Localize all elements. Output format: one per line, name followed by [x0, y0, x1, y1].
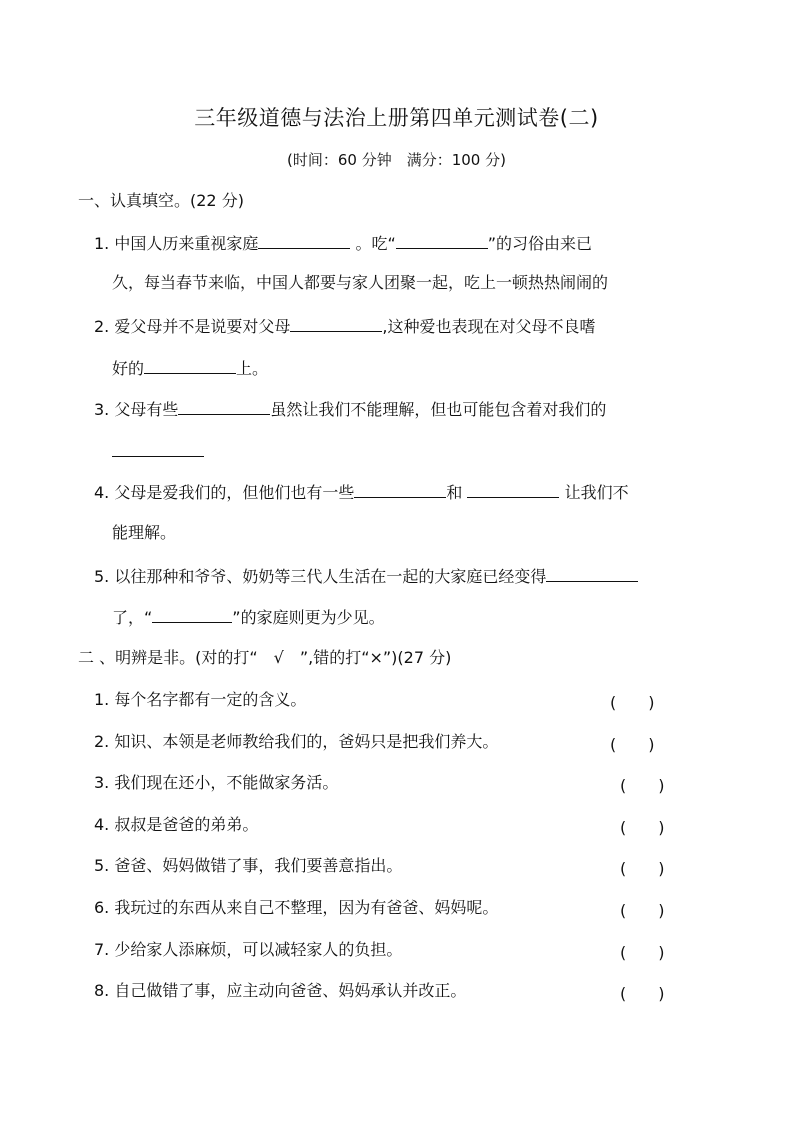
- q5-line1: [94, 565, 638, 587]
- q2-cont-b: 上。: [236, 359, 269, 378]
- q2-line2: [112, 357, 268, 379]
- answer-parens-2[interactable]: ( ): [610, 735, 655, 754]
- q2-blank-2[interactable]: [144, 357, 236, 374]
- judge-item-text: 我玩过的东西从来自己不整理，因为有爸爸、妈妈呢。: [114, 898, 499, 917]
- section1-heading: 一、认真填空。(22 分): [78, 191, 244, 210]
- exam-subtitle: (时间：60 分钟 满分：100 分): [287, 151, 506, 169]
- judge-item-text: 叔叔是爸爸的弟弟。: [114, 815, 259, 834]
- q4-line2: 能理解。: [112, 523, 177, 542]
- answer-parens-7[interactable]: ( ): [620, 943, 665, 962]
- q3-blank-1[interactable]: [178, 398, 270, 415]
- judge-item-6: [94, 898, 498, 918]
- judge-item-2: [94, 732, 498, 752]
- q4-blank-2[interactable]: [467, 481, 559, 498]
- judge-item-text: 每个名字都有一定的含义。: [114, 690, 307, 709]
- q4-number: 4.: [94, 483, 110, 502]
- q5-text-a: 以往那种和爷爷、奶奶等三代人生活在一起的大家庭已经变得: [114, 567, 547, 586]
- judge-item-number: 4.: [94, 815, 110, 834]
- answer-parens-5[interactable]: ( ): [620, 859, 665, 878]
- q5-number: 5.: [94, 567, 110, 586]
- judge-item-number: 8.: [94, 981, 110, 1000]
- judge-item-7: [94, 940, 402, 960]
- q4-line1: [94, 481, 629, 503]
- q5-cont-a: 了，“: [112, 608, 153, 627]
- q2-cont-a: 好的: [112, 359, 145, 378]
- judge-item-number: 3.: [94, 773, 110, 792]
- judge-item-text: 爸爸、妈妈做错了事，我们要善意指出。: [114, 856, 403, 875]
- q3-blank-2[interactable]: [112, 440, 204, 457]
- answer-parens-1[interactable]: ( ): [610, 693, 655, 712]
- judge-item-text: 我们现在还小，不能做家务活。: [114, 773, 339, 792]
- judge-item-4: [94, 815, 258, 835]
- judge-item-number: 2.: [94, 732, 110, 751]
- q1-number: 1.: [94, 234, 110, 253]
- q1-blank-1[interactable]: [258, 232, 350, 249]
- q2-number: 2.: [94, 317, 110, 336]
- q5-cont-b: ”的家庭则更为少见。: [232, 608, 385, 627]
- q2-text-a: 爱父母并不是说要对父母: [114, 317, 291, 336]
- q4-text-b: 和: [446, 483, 463, 502]
- answer-parens-8[interactable]: ( ): [620, 984, 665, 1003]
- q3-line1: [94, 398, 606, 420]
- judge-item-5: [94, 856, 402, 876]
- q2-line1: [94, 315, 595, 337]
- q5-line2: [112, 606, 385, 628]
- judge-item-1: [94, 690, 306, 710]
- q5-blank-2[interactable]: [152, 606, 232, 623]
- q2-text-b: ,这种爱也表现在对父母不良嗜: [382, 317, 596, 336]
- answer-parens-4[interactable]: ( ): [620, 818, 665, 837]
- judge-item-text: 知识、本领是老师教给我们的，爸妈只是把我们养大。: [114, 732, 499, 751]
- q3-line2: [112, 440, 204, 462]
- judge-item-number: 7.: [94, 940, 110, 959]
- q4-blank-1[interactable]: [354, 481, 446, 498]
- answer-parens-6[interactable]: ( ): [620, 901, 665, 920]
- exam-title: 三年级道德与法治上册第四单元测试卷(二): [194, 106, 599, 130]
- judge-item-text: 少给家人添麻烦，可以减轻家人的负担。: [114, 940, 403, 959]
- judge-item-3: [94, 773, 338, 793]
- q3-number: 3.: [94, 400, 110, 419]
- q3-text-a: 父母有些: [114, 400, 179, 419]
- judge-item-text: 自己做错了事，应主动向爸爸、妈妈承认并改正。: [114, 981, 467, 1000]
- answer-parens-3[interactable]: ( ): [620, 776, 665, 795]
- judge-item-number: 5.: [94, 856, 110, 875]
- q1-blank-2[interactable]: [396, 232, 488, 249]
- judge-item-number: 6.: [94, 898, 110, 917]
- q1-text-a: 中国人历来重视家庭: [114, 234, 259, 253]
- q1-line1: [94, 232, 592, 254]
- q5-blank-1[interactable]: [546, 565, 638, 582]
- section2-heading: 二 、明辨是非。(对的打“ √ ”,错的打“×”)(27 分): [78, 648, 452, 667]
- q2-blank-1[interactable]: [290, 315, 382, 332]
- q1-text-b: 。吃“: [355, 234, 396, 253]
- judge-item-number: 1.: [94, 690, 110, 709]
- q4-text-c: 让我们不: [564, 483, 629, 502]
- q1-text-c: ”的习俗由来已: [487, 234, 593, 253]
- q3-text-b: 虽然让我们不能理解，但也可能包含着对我们的: [270, 400, 607, 419]
- q4-text-a: 父母是爱我们的，但他们也有一些: [114, 483, 355, 502]
- judge-item-8: [94, 981, 466, 1001]
- q1-line2: 久，每当春节来临，中国人都要与家人团聚一起，吃上一顿热热闹闹的: [112, 273, 609, 292]
